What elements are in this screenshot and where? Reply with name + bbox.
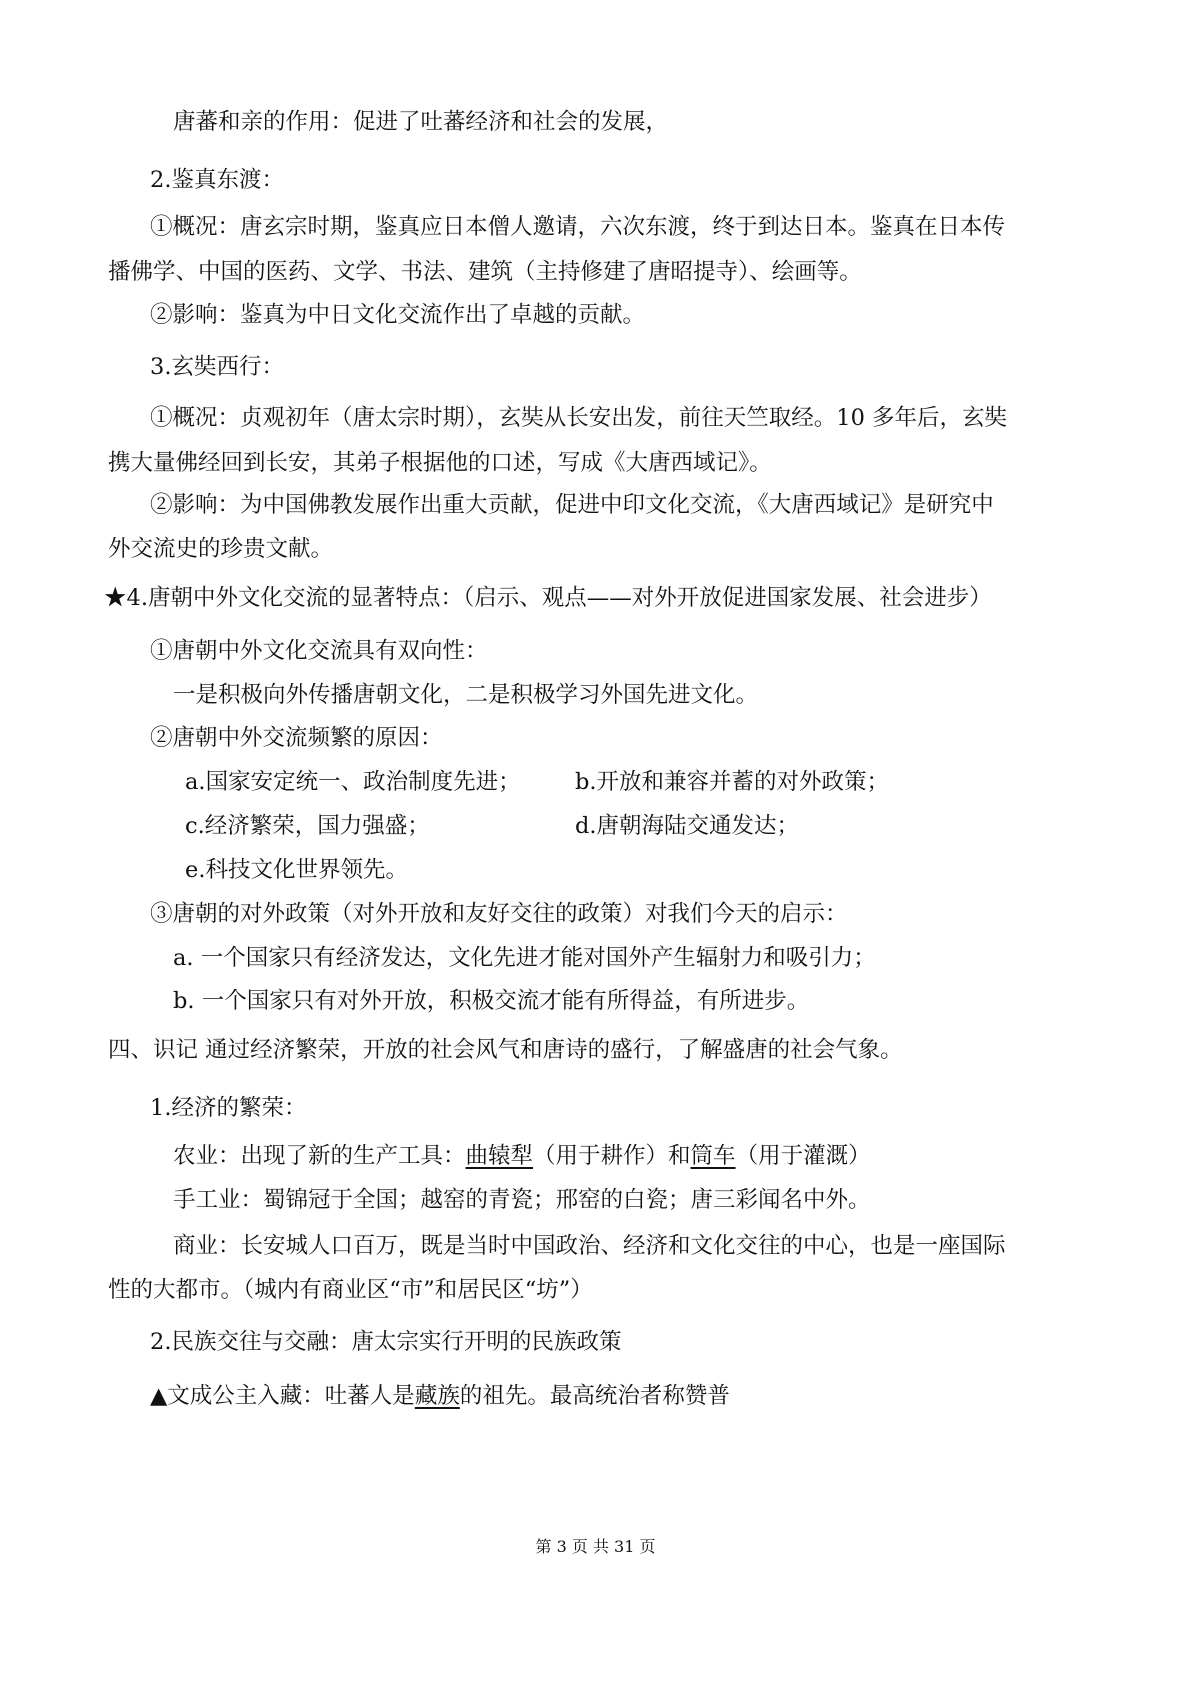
text-line: ②唐朝中外交流频繁的原因： [150, 725, 443, 751]
section-heading: 1.经济的繁荣： [150, 1095, 307, 1121]
tibet-line [150, 1381, 730, 1411]
text-line: ③唐朝的对外政策（对外开放和友好交往的政策）对我们今天的启示： [150, 901, 848, 927]
section-heading: 四、识记 通过经济繁荣，开放的社会风气和唐诗的盛行，了解盛唐的社会气象。 [108, 1037, 903, 1063]
tool-tube-wheel: 筒车 [690, 1143, 736, 1169]
text-line: 播佛学、中国的医药、文学、书法、建筑（主持修建了唐昭提寺）、绘画等。 [108, 259, 862, 285]
section-heading: 2.民族交往与交融：唐太宗实行开明的民族政策 [150, 1329, 622, 1355]
text-line: 手工业：蜀锦冠于全国；越窑的青瓷；邢窑的白瓷；唐三彩闻名中外。 [173, 1187, 871, 1213]
text-line: ②影响：为中国佛教发展作出重大贡献，促进中印文化交流，《大唐西域记》是研究中 [150, 492, 994, 518]
section-heading: 2.鉴真东渡： [150, 167, 284, 193]
text-line: ①唐朝中外文化交流具有双向性： [150, 638, 488, 664]
list-item: a.国家安定统一、政治制度先进； [185, 769, 521, 795]
agriculture-line [173, 1141, 871, 1171]
tibet-suffix: 的祖先。最高统治者称赞普 [459, 1383, 730, 1409]
text-line: 唐蕃和亲的作用：促进了吐蕃经济和社会的发展， [173, 109, 669, 135]
list-item: b. 一个国家只有对外开放，积极交流才能有所得益，有所进步。 [173, 988, 810, 1014]
tool-use-2: （用于灌溉） [735, 1143, 871, 1169]
text-line: 一是积极向外传播唐朝文化，二是积极学习外国先进文化。 [173, 682, 759, 708]
list-item: d.唐朝海陆交通发达； [575, 813, 800, 839]
text-line: 携大量佛经回到长安，其弟子根据他的口述，写成《大唐西域记》。 [108, 450, 772, 476]
list-item: a. 一个国家只有经济发达，文化先进才能对国外产生辐射力和吸引力； [173, 945, 876, 971]
agriculture-prefix: 农业：出现了新的生产工具： [173, 1143, 466, 1169]
tool-curved-plough: 曲辕犁 [465, 1143, 534, 1169]
page-footer: 第 3 页 共 31 页 [535, 1537, 656, 1556]
list-item: e.科技文化世界领先。 [185, 857, 408, 883]
text-line: 性的大都市。（城内有商业区“市”和居民区“坊”） [108, 1277, 593, 1303]
list-item: b.开放和兼容并蓄的对外政策； [575, 769, 890, 795]
tibetan-ethnic: 藏族 [414, 1383, 460, 1409]
section-heading: 3.玄奘西行： [150, 354, 284, 380]
text-line: ②影响：鉴真为中日文化交流作出了卓越的贡献。 [150, 302, 646, 328]
text-line: ①概况：唐玄宗时期，鉴真应日本僧人邀请，六次东渡，终于到达日本。鉴真在日本传 [150, 214, 1006, 240]
text-line: 商业：长安城人口百万，既是当时中国政治、经济和文化交往的中心，也是一座国际 [173, 1233, 1006, 1259]
text-line: 外交流史的珍贵文献。 [108, 536, 334, 562]
tool-use-1: （用于耕作）和 [533, 1143, 691, 1169]
section-heading: ★4.唐朝中外文化交流的显著特点：（启示、观点——对外开放促进国家发展、社会进步） [104, 585, 992, 611]
text-line: ①概况：贞观初年（唐太宗时期），玄奘从长安出发，前往天竺取经。10 多年后，玄奘 [150, 405, 1008, 431]
list-item: c.经济繁荣，国力强盛； [185, 813, 430, 839]
tibet-prefix: ▲文成公主入藏：吐蕃人是 [150, 1383, 415, 1409]
